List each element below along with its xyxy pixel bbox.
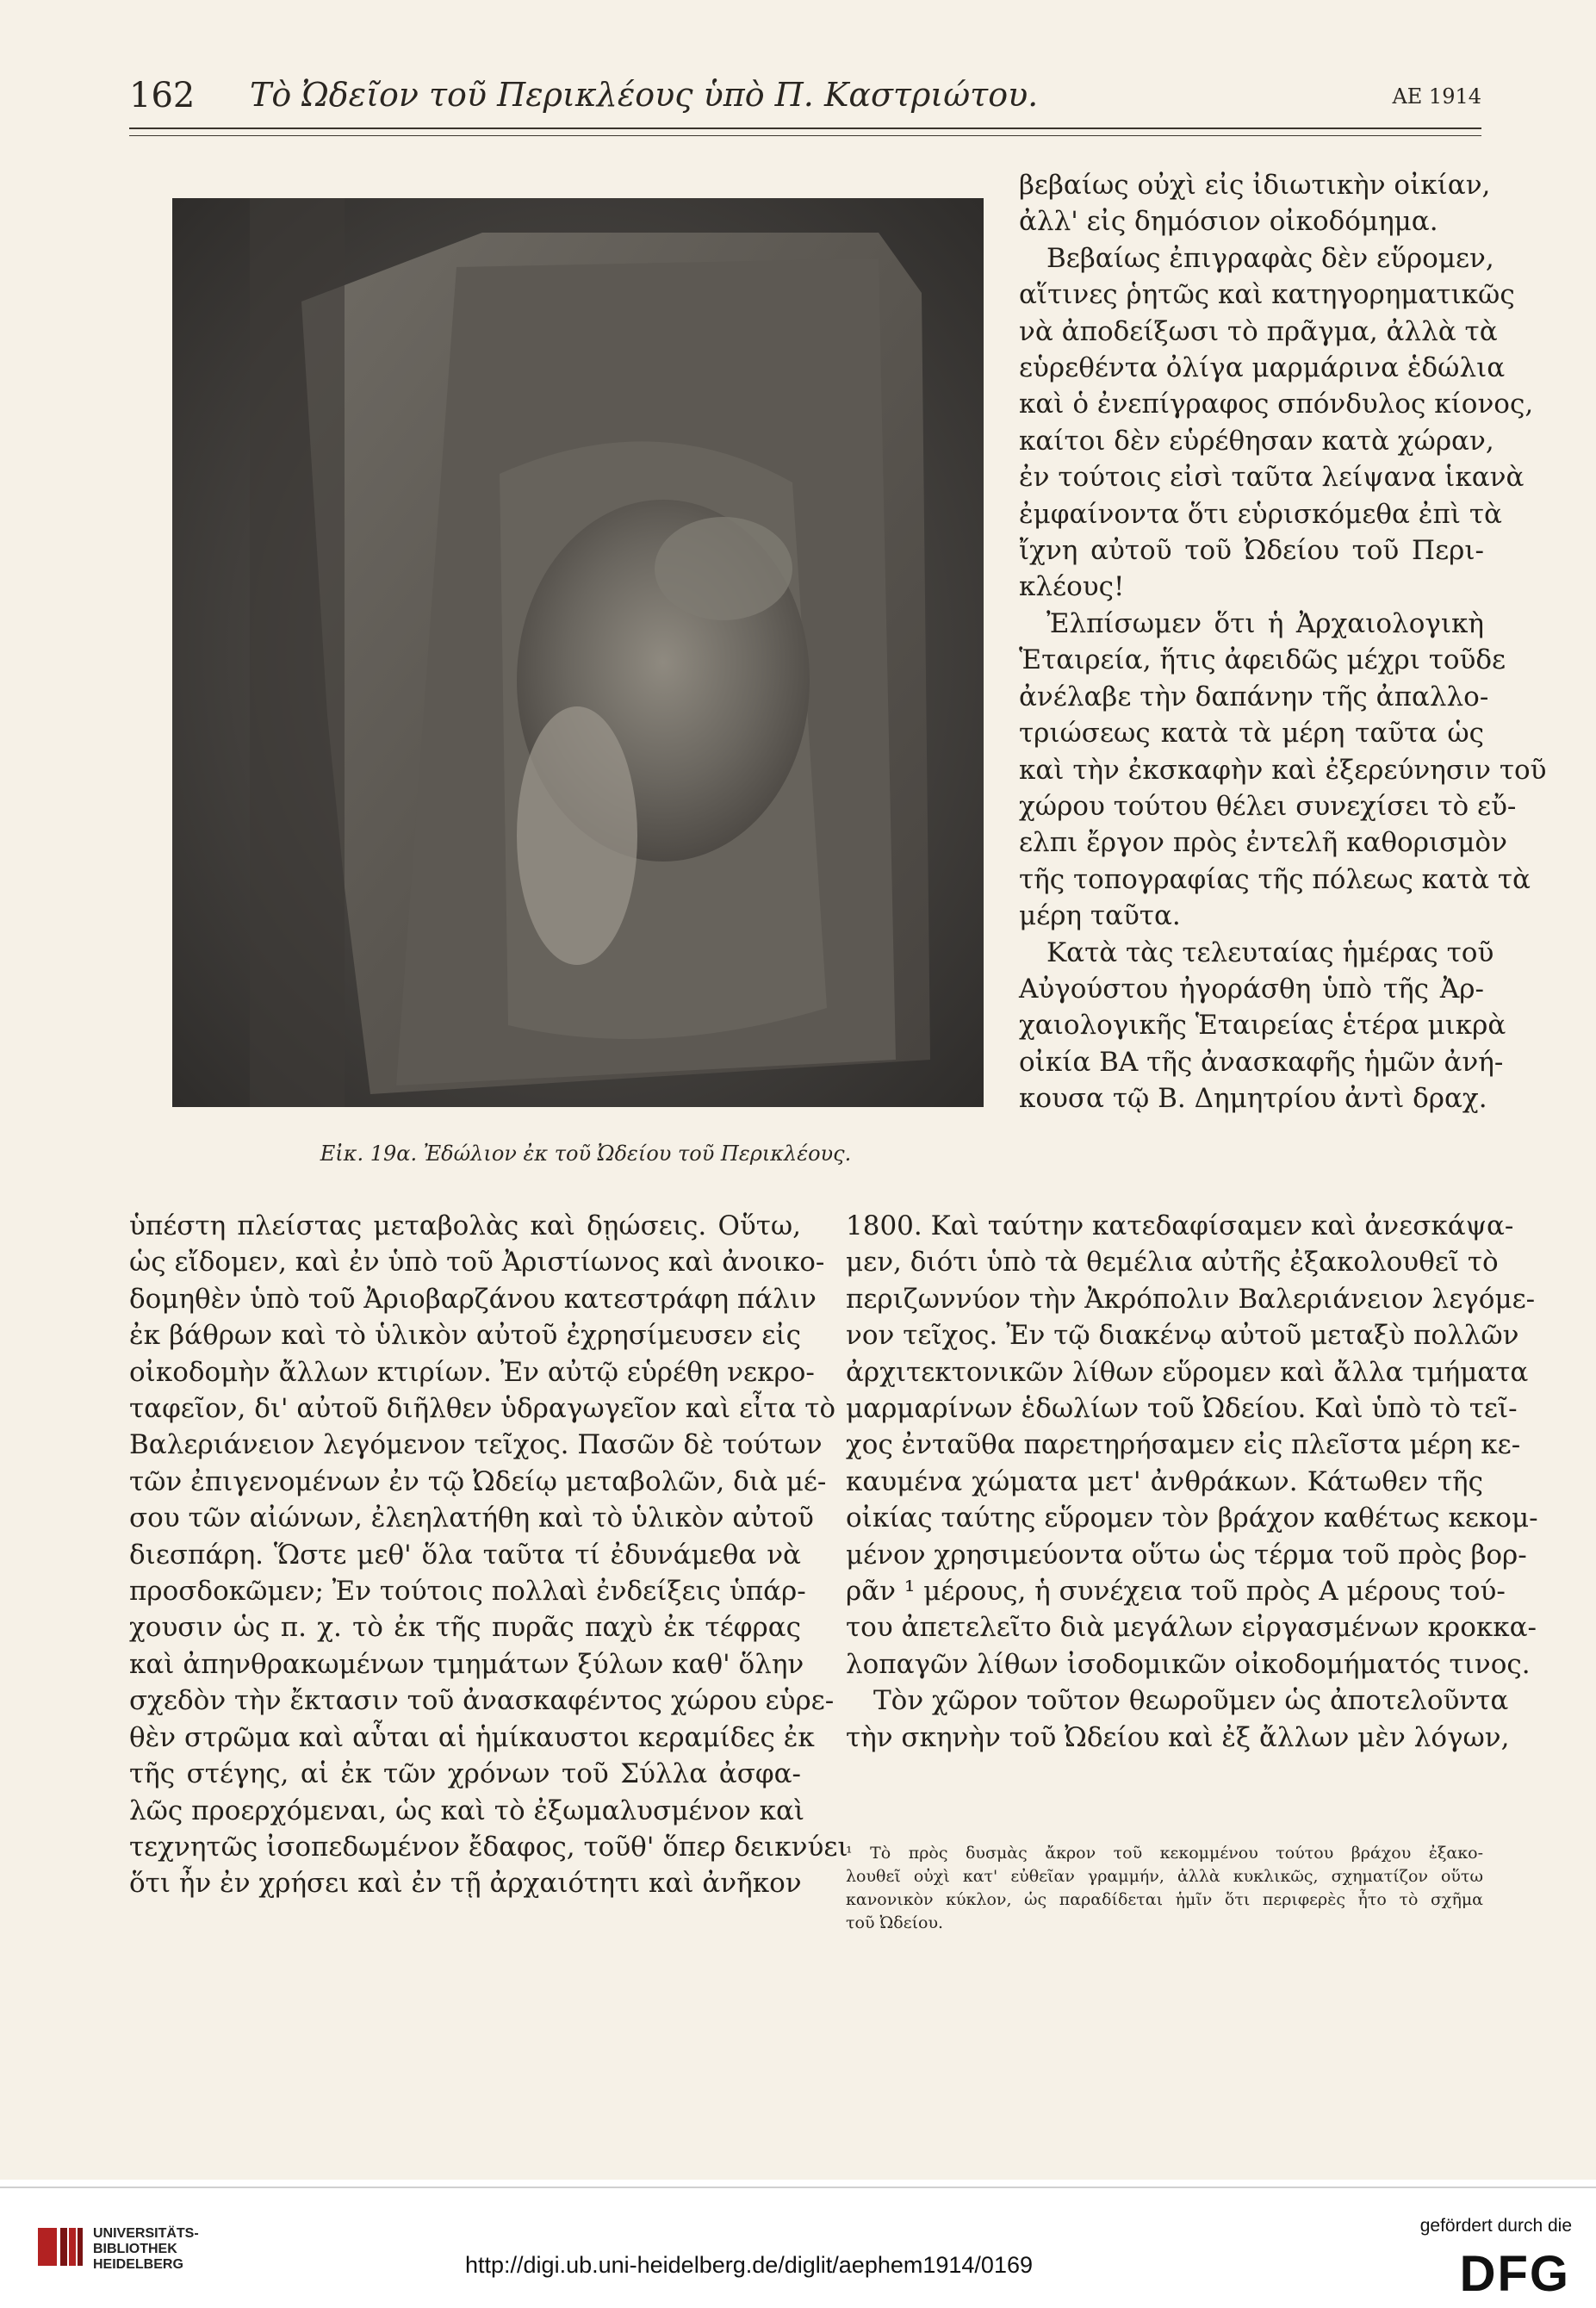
library-name-line: BIBLIOTHEK bbox=[93, 2242, 177, 2256]
footnote bbox=[846, 1842, 1483, 1935]
figure-photo-seat-fragment bbox=[172, 198, 984, 1107]
journal-mark: ΑΕ 1914 bbox=[1392, 84, 1481, 109]
text-column-left-bottom bbox=[129, 1208, 848, 1902]
text-line: ἀλλ' εἰς δημόσιον οἰκοδόμημα. bbox=[1019, 206, 1438, 238]
text-line: χώρου τούτου θέλει συνεχίσει τὸ εὔ- bbox=[1019, 790, 1517, 822]
text-line: καυμένα χώματα μετ' ἀνθράκων. Κάτωθεν τῆς bbox=[846, 1465, 1483, 1497]
funded-by-label: gefördert durch die bbox=[1419, 2216, 1572, 2236]
text-line: νὰ ἀποδείξωσι τὸ πρᾶγμα, ἀλλὰ τὰ bbox=[1019, 315, 1498, 347]
text-line: καὶ τὴν ἐκσκαφὴν καὶ ἐξερεύνησιν τοῦ bbox=[1019, 754, 1547, 786]
running-header bbox=[129, 76, 1481, 119]
text-line: καὶ ἀπηνθρακωμένων τμημάτων ξύλων καθ' ὅλην bbox=[129, 1648, 804, 1680]
text-line: χαιολογικῆς Ἑταιρείας ἑτέρα μικρὰ bbox=[1019, 1010, 1506, 1042]
text-line: χος ἐνταῦθα παρετηρήσαμεν εἰς πλεῖστα μέρη κε- bbox=[846, 1429, 1521, 1461]
text-line: περιζωννύον τὴν Ἀκρόπολιν Βαλεριάνειον λεγόμε- bbox=[846, 1283, 1536, 1315]
text-line: Βαλεριάνειον λεγόμενον τεῖχος. Πασῶν δὲ τούτων bbox=[129, 1429, 823, 1461]
text-line: ἀνέλαβε τὴν δαπάνην τῆς ἀπαλλο- bbox=[1019, 681, 1489, 712]
text-line: τῆς τοπογραφίας τῆς πόλεως κατὰ τὰ bbox=[1019, 863, 1531, 895]
text-line: ρᾶν ¹ μέρους, ἡ συνέχεια τοῦ πρὸς Α μέρους τού- bbox=[846, 1576, 1506, 1608]
text-line: Ἐλπίσωμεν ὅτι ἡ Ἀρχαιολογικὴ bbox=[1046, 607, 1484, 639]
text-column-right-bottom bbox=[846, 1208, 1538, 1756]
text-line: ὡς εἴδομεν, καὶ ἐν ὑπὸ τοῦ Ἀριστίωνος καὶ ἀνοικο- bbox=[129, 1247, 825, 1278]
text-column-right-top bbox=[1019, 167, 1547, 1117]
text-line: αἵτινες ῥητῶς καὶ κατηγορηματικῶς bbox=[1019, 279, 1515, 311]
text-line: σχεδὸν τὴν ἔκτασιν τοῦ ἀνασκαφέντος χώρου εὑρε- bbox=[129, 1685, 835, 1717]
university-library-logo-icon bbox=[34, 2221, 86, 2273]
text-line: τῶν ἐπιγενομένων ἐν τῷ Ὠδείῳ μεταβολῶν, διὰ μέ- bbox=[129, 1465, 827, 1497]
text-line: λῶς προερχόμεναι, ὡς καὶ τὸ ἐξωμαλυσμένον καὶ bbox=[129, 1795, 805, 1826]
permalink-url[interactable]: http://digi.ub.uni-heidelberg.de/diglit/aephem1914/0169 bbox=[465, 2252, 1033, 2278]
text-line: τῆς στέγης, αἱ ἐκ τῶν χρόνων τοῦ Σύλλα ἀσφα- bbox=[129, 1758, 801, 1790]
text-line: κουσα τῷ Β. Δημητρίου ἀντὶ δραχ. bbox=[1019, 1083, 1487, 1115]
text-line: ἐν τούτοις εἰσὶ ταῦτα λείψανα ἱκανὰ bbox=[1019, 462, 1525, 494]
text-line: 1800. Καὶ ταύτην κατεδαφίσαμεν καὶ ἀνεσκάψα- bbox=[846, 1210, 1514, 1241]
text-line: καίτοι δὲν εὑρέθησαν κατὰ χώραν, bbox=[1019, 425, 1494, 457]
page-number: 162 bbox=[129, 76, 196, 115]
text-line: του ἀπετελεῖτο διὰ μεγάλων εἰργασμένων κροκκα- bbox=[846, 1612, 1537, 1644]
footnote-line: ¹ Τὸ πρὸς δυσμὰς ἄκρον τοῦ κεκομμένου τούτου βράχου ἐξακο- bbox=[846, 1844, 1483, 1863]
text-line: βεβαίως οὐχὶ εἰς ἰδιωτικὴν οἰκίαν, bbox=[1019, 170, 1491, 201]
stone-seat-photo bbox=[172, 198, 984, 1107]
text-line: εὑρεθέντα ὀλίγα μαρμάρινα ἑδώλια bbox=[1019, 352, 1506, 384]
text-line: ἐμφαίνοντα ὅτι εὑρισκόμεθα ἐπὶ τὰ bbox=[1019, 498, 1502, 530]
text-line: λοπαγῶν λίθων ἰσοδομικῶν οἰκοδομήματός τινος. bbox=[846, 1648, 1531, 1680]
digitization-footer bbox=[0, 2180, 1596, 2308]
footnote-line: λουθεῖ οὐχὶ κατ' εὐθεῖαν γραμμήν, ἀλλὰ κυκλικῶς, σχηματίζον οὕτω bbox=[846, 1867, 1483, 1886]
header-rule-thin bbox=[129, 135, 1481, 136]
text-line: οἰκία ΒΑ τῆς ἀνασκαφῆς ἡμῶν ἀνή- bbox=[1019, 1046, 1504, 1078]
text-line: ταφεῖον, δι' αὐτοῦ διῆλθεν ὑδραγωγεῖον καὶ εἶτα τὸ bbox=[129, 1393, 836, 1425]
text-line: τὴν σκηνὴν τοῦ Ὠδείου καὶ ἐξ ἄλλων μὲν λόγων, bbox=[846, 1721, 1510, 1753]
dfg-logo: DFG bbox=[1459, 2246, 1570, 2302]
running-title: Τὸ Ὠδεῖον τοῦ Περικλέους ὑπὸ Π. Καστριώτου. bbox=[250, 76, 1039, 114]
text-line: Βεβαίως ἐπιγραφὰς δὲν εὕρομεν, bbox=[1046, 242, 1494, 274]
text-line: ελπι ἔργον πρὸς ἐντελῆ καθορισμὸν bbox=[1019, 827, 1507, 859]
text-line: οἰκοδομὴν ἄλλων κτιρίων. Ἐν αὐτῷ εὑρέθη νεκρο- bbox=[129, 1356, 815, 1388]
text-line: τριώσεως κατὰ τὰ μέρη ταῦτα ὡς bbox=[1019, 718, 1484, 750]
footer-divider bbox=[0, 2187, 1596, 2188]
text-line: οἰκίας ταύτης εὕρομεν τὸν βράχον καθέτως κεκομ- bbox=[846, 1502, 1538, 1534]
text-line: θὲν στρῶμα καὶ αὗται αἱ ἡμίκαυστοι κεραμίδες ἐκ bbox=[129, 1721, 815, 1753]
library-name bbox=[93, 2226, 199, 2273]
text-line: μαρμαρίνων ἑδωλίων τοῦ Ὠδείου. Καὶ ὑπὸ τὸ τεῖ- bbox=[846, 1393, 1518, 1425]
text-line: μένον χρησιμεύοντα οὕτω ὡς τέρμα τοῦ πρὸς βορ- bbox=[846, 1539, 1527, 1571]
text-line: ὑπέστη πλείστας μεταβολὰς καὶ δῃώσεις. Οὕτω, bbox=[129, 1210, 801, 1241]
text-line: προσδοκῶμεν; Ἐν τούτοις πολλαὶ ἐνδείξεις ὑπάρ- bbox=[129, 1576, 806, 1608]
text-line: Κατὰ τὰς τελευταίας ἡμέρας τοῦ bbox=[1046, 936, 1494, 968]
text-line: καὶ ὁ ἐνεπίγραφος σπόνδυλος κίονος, bbox=[1019, 389, 1534, 420]
text-line: κλέους! bbox=[1019, 571, 1125, 603]
text-line: Ἑταιρεία, ἥτις ἀφειδῶς μέχρι τοῦδε bbox=[1019, 644, 1506, 676]
text-line: μέρη ταῦτα. bbox=[1019, 900, 1181, 932]
text-line: Αὐγούστου ἠγοράσθη ὑπὸ τῆς Ἀρ- bbox=[1019, 973, 1484, 1005]
figure-caption: Εἰκ. 19α. Ἐδώλιον ἐκ τοῦ Ὠδείου τοῦ Περικλέους. bbox=[320, 1142, 852, 1166]
text-line: ἴχνη αὐτοῦ τοῦ Ὠδείου τοῦ Περι- bbox=[1019, 535, 1484, 567]
text-line: μεν, διότι ὑπὸ τὰ θεμέλια αὐτῆς ἐξακολουθεῖ τὸ bbox=[846, 1247, 1499, 1278]
text-line: τεχνητῶς ἰσοπεδωμένον ἔδαφος, τοῦθ' ὅπερ δεικνύει bbox=[129, 1831, 848, 1863]
text-line: δομηθὲν ὑπὸ τοῦ Ἀριοβαρζάνου κατεστράφη πάλιν bbox=[129, 1283, 817, 1315]
text-line: χουσιν ὡς π. χ. τὸ ἐκ τῆς πυρᾶς παχὺ ἐκ τέφρας bbox=[129, 1612, 801, 1644]
text-line: νον τεῖχος. Ἐν τῷ διακένῳ αὐτοῦ μεταξὺ πολλῶν bbox=[846, 1320, 1519, 1352]
header-rule bbox=[129, 128, 1481, 129]
library-name-line: HEIDELBERG bbox=[93, 2257, 183, 2272]
library-name-line: UNIVERSITÄTS- bbox=[93, 2226, 199, 2241]
text-line: ὅτι ἦν ἐν χρήσει καὶ ἐν τῇ ἀρχαιότητι καὶ ἀνῆκον bbox=[129, 1868, 802, 1900]
text-line: σου τῶν αἰώνων, ἐλεηλατήθη καὶ τὸ ὑλικὸν αὐτοῦ bbox=[129, 1502, 814, 1534]
text-line: διεσπάρη. Ὥστε μεθ' ὅλα ταῦτα τί ἐδυνάμεθα νὰ bbox=[129, 1539, 801, 1571]
footnote-line: τοῦ Ὠδείου. bbox=[846, 1913, 944, 1932]
footnote-line: κανονικὸν κύκλον, ὡς παραδίδεται ἡμῖν ὅτι περιφερὲς ἦτο τὸ σχῆμα bbox=[846, 1890, 1483, 1909]
text-line: ἀρχιτεκτονικῶν λίθων εὕρομεν καὶ ἄλλα τμήματα bbox=[846, 1356, 1529, 1388]
text-line: Τὸν χῶρον τοῦτον θεωροῦμεν ὡς ἀποτελοῦντα bbox=[873, 1685, 1509, 1717]
text-line: ἐκ βάθρων καὶ τὸ ὑλικὸν αὐτοῦ ἐχρησίμευσεν εἰς bbox=[129, 1320, 801, 1352]
